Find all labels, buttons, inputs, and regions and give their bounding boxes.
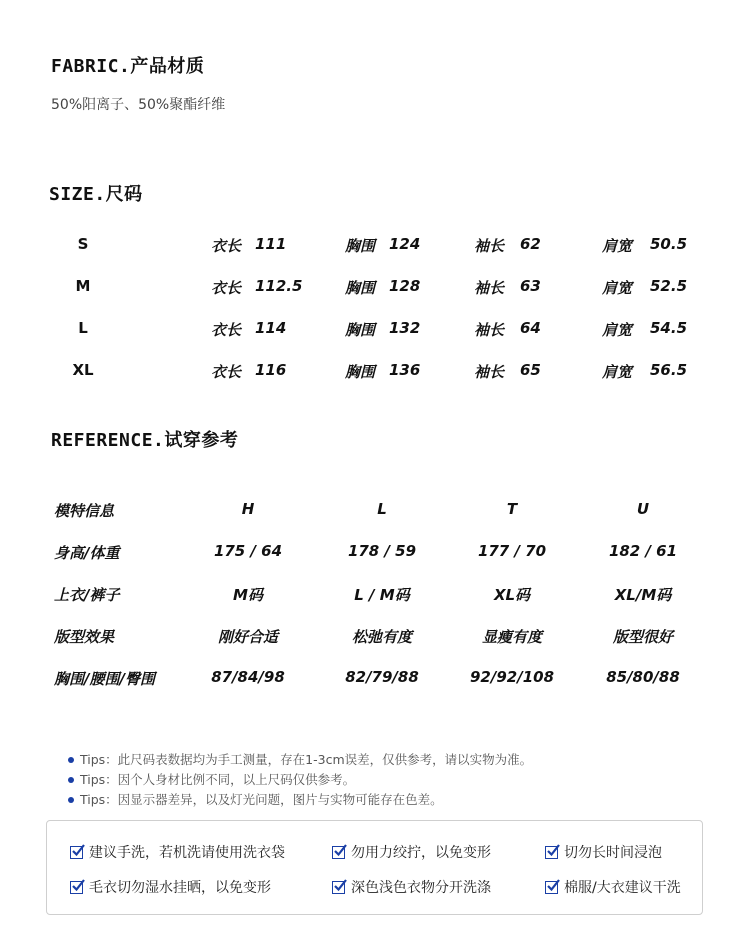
reference-cell: 175 / 64 (213, 542, 283, 560)
sleeve-value: 65 (520, 361, 541, 379)
sleeve-value: 64 (520, 319, 541, 337)
sleeve-label: 袖长 (474, 279, 505, 297)
care-item (545, 877, 681, 897)
checkbox-check-icon (545, 881, 558, 894)
chest-value: 124 (389, 235, 421, 253)
reference-cell: 87/84/98 (211, 668, 285, 686)
reference-cell: 178 / 59 (347, 542, 417, 560)
shoulder-value: 50.5 (650, 235, 688, 253)
reference-row (0, 542, 750, 566)
length-label: 衣长 (211, 321, 242, 339)
reference-cell: 92/92/108 (469, 668, 555, 686)
reference-cell: 版型很好 (612, 628, 673, 646)
reference-row-label: 身高/体重 (54, 544, 120, 562)
reference-cell: 刚好合适 (217, 628, 278, 646)
care-text: 切勿长时间浸泡 (564, 845, 662, 861)
reference-cell: 显瘦有度 (481, 628, 542, 646)
checkbox-check-icon (332, 881, 345, 894)
chest-label: 胸围 (345, 321, 376, 339)
chest-label: 胸围 (345, 279, 376, 297)
tip-item (68, 770, 355, 788)
checkbox-check-icon (332, 846, 345, 859)
dot-icon (68, 757, 74, 763)
size-row (0, 361, 750, 385)
reference-row-label: 上衣/裤子 (54, 586, 120, 604)
reference-cell: 177 / 70 (477, 542, 547, 560)
sleeve-value: 63 (520, 277, 541, 295)
dot-icon (68, 777, 74, 783)
size-row (0, 319, 750, 343)
reference-row-label: 胸围/腰围/臀围 (54, 670, 155, 688)
size-label: M (75, 277, 91, 295)
reference-cell: XL码 (493, 586, 531, 604)
sleeve-label: 袖长 (474, 321, 505, 339)
tip-item (68, 790, 443, 808)
length-value: 116 (255, 361, 287, 379)
reference-cell: 松弛有度 (351, 628, 412, 646)
care-instructions-box (46, 820, 703, 915)
size-row (0, 277, 750, 301)
care-item (70, 842, 285, 862)
size-label: S (77, 235, 89, 253)
reference-row-label: 模特信息 (54, 502, 115, 520)
shoulder-label: 肩宽 (602, 321, 633, 339)
tip-text: Tips：因显示器差异，以及灯光问题，图片与实物可能存在色差。 (80, 792, 443, 807)
reference-cell: 82/79/88 (345, 668, 419, 686)
checkbox-check-icon (70, 881, 83, 894)
reference-row (0, 584, 750, 608)
tip-text: Tips：因个人身材比例不同，以上尺码仅供参考。 (80, 772, 356, 787)
size-label: XL (72, 361, 94, 379)
care-text: 勿用力绞拧，以免变形 (351, 845, 491, 861)
dot-icon (68, 797, 74, 803)
care-item (332, 877, 491, 897)
care-item (545, 842, 662, 862)
care-text: 建议手洗，若机洗请使用洗衣袋 (89, 845, 285, 861)
reference-cell: H (241, 500, 255, 518)
chest-label: 胸围 (345, 237, 376, 255)
size-label: L (78, 319, 88, 337)
length-label: 衣长 (211, 363, 242, 381)
shoulder-label: 肩宽 (602, 237, 633, 255)
reference-row (0, 500, 750, 524)
care-text: 棉服/大衣建议干洗 (564, 880, 681, 896)
fabric-heading: FABRIC.产品材质 (51, 56, 205, 77)
size-row (0, 235, 750, 259)
reference-cell: L / M码 (354, 586, 410, 604)
reference-heading: REFERENCE.试穿参考 (51, 430, 239, 451)
length-value: 112.5 (255, 277, 303, 295)
reference-row-label: 版型效果 (54, 628, 115, 646)
care-item (70, 877, 271, 897)
sleeve-value: 62 (520, 235, 541, 253)
length-label: 衣长 (211, 237, 242, 255)
shoulder-value: 54.5 (650, 319, 688, 337)
reference-cell: T (506, 500, 518, 518)
reference-cell: 182 / 61 (608, 542, 678, 560)
checkbox-check-icon (70, 846, 83, 859)
length-value: 114 (255, 319, 287, 337)
care-item (332, 842, 491, 862)
size-heading: SIZE.尺码 (49, 184, 143, 205)
shoulder-label: 肩宽 (602, 279, 633, 297)
reference-cell: L (377, 500, 387, 518)
shoulder-value: 56.5 (650, 361, 688, 379)
reference-row (0, 668, 750, 692)
checkbox-check-icon (545, 846, 558, 859)
length-label: 衣长 (211, 279, 242, 297)
chest-value: 136 (389, 361, 421, 379)
reference-cell: U (636, 500, 650, 518)
chest-value: 132 (389, 319, 421, 337)
shoulder-value: 52.5 (650, 277, 688, 295)
sleeve-label: 袖长 (474, 237, 505, 255)
reference-cell: M码 (233, 586, 263, 604)
chest-label: 胸围 (345, 363, 376, 381)
care-text: 毛衣切勿湿水挂晒，以免变形 (89, 880, 271, 896)
reference-cell: 85/80/88 (606, 668, 680, 686)
reference-cell: XL/M码 (614, 586, 672, 604)
chest-value: 128 (389, 277, 421, 295)
tip-item (68, 750, 532, 768)
fabric-composition: 50%阳离子、50%聚酯纤维 (51, 97, 226, 113)
shoulder-label: 肩宽 (602, 363, 633, 381)
length-value: 111 (255, 235, 287, 253)
care-text: 深色浅色衣物分开洗涤 (351, 880, 491, 896)
tip-text: Tips：此尺码表数据均为手工测量，存在1-3cm误差，仅供参考，请以实物为准。 (80, 752, 533, 767)
sleeve-label: 袖长 (474, 363, 505, 381)
reference-row (0, 626, 750, 650)
